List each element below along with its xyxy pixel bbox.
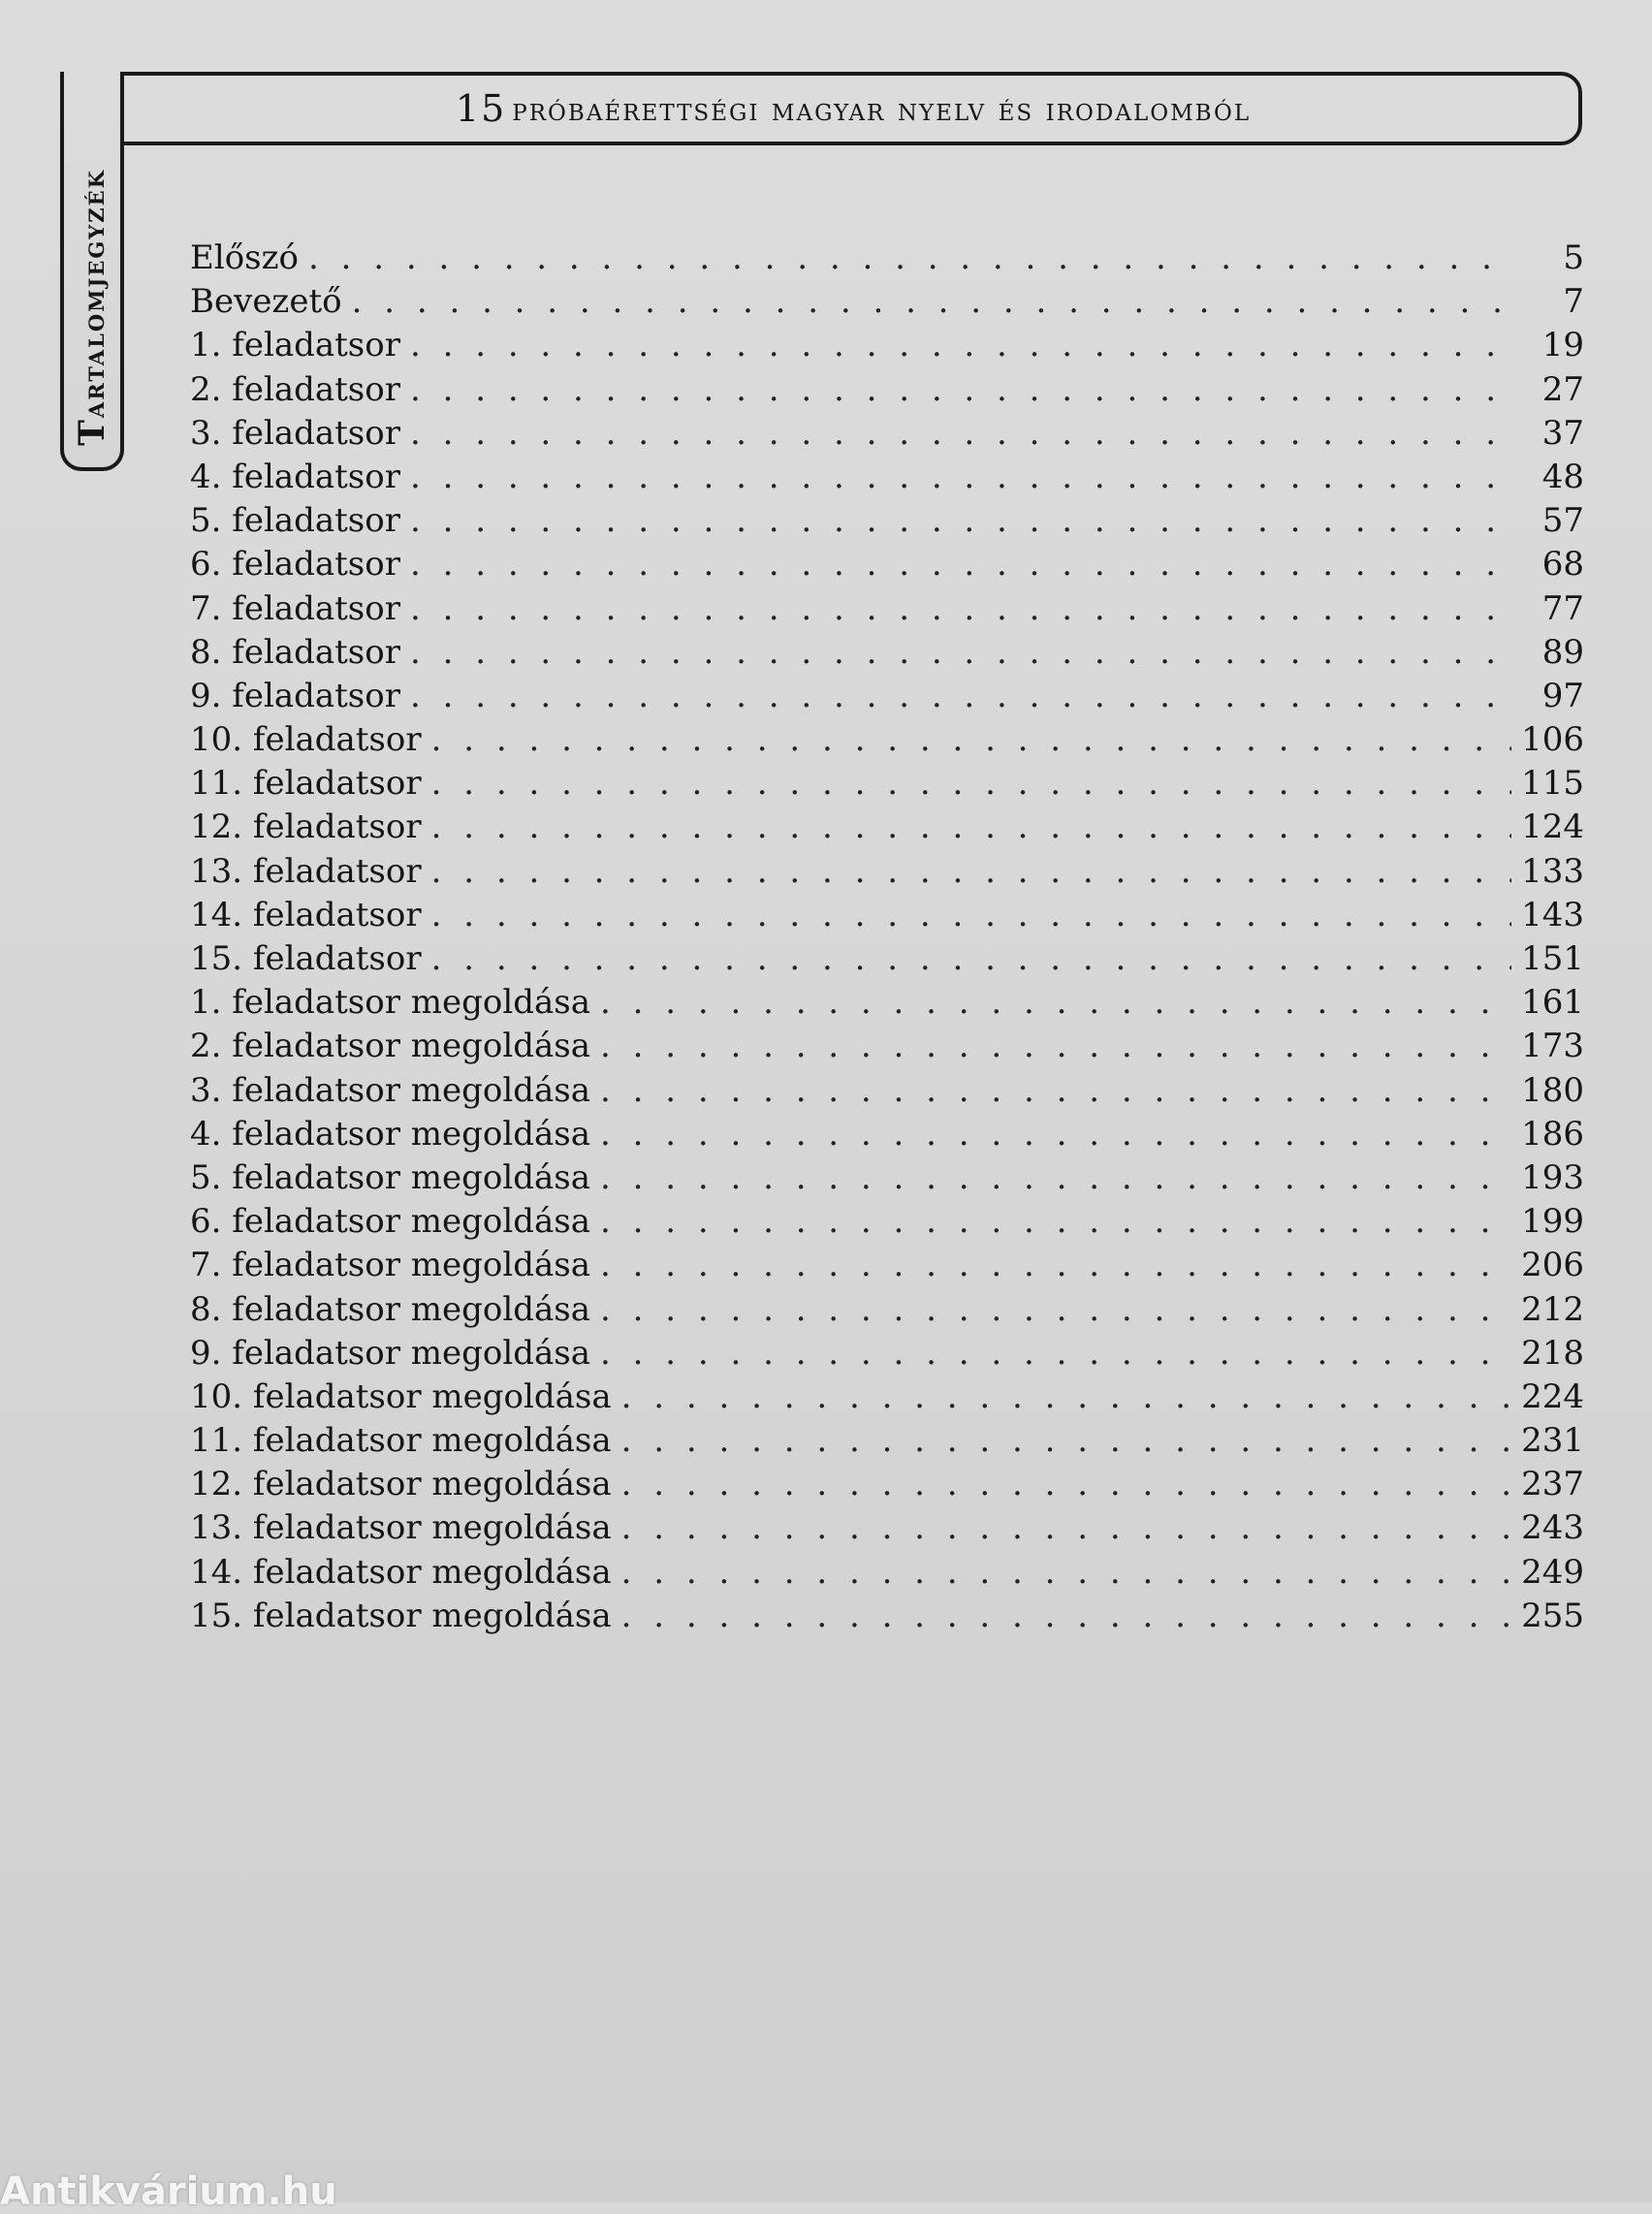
toc-entry-title: 8. feladatsor megoldása [190,1289,590,1329]
toc-entry-page: 193 [1521,1157,1584,1197]
toc-entry-page: 243 [1521,1508,1584,1548]
toc-entry-title: 5. feladatsor megoldása [190,1157,590,1197]
toc-entry [190,981,1584,1025]
toc-entry-title: 14. feladatsor [190,895,422,934]
toc-leader-dots [600,1288,1511,1332]
toc-entry [190,280,1584,324]
toc-entry [190,1156,1584,1200]
toc-leader-dots [621,1376,1511,1419]
toc-entry-title: 13. feladatsor [190,851,422,891]
toc-entry [190,1200,1584,1244]
toc-entry-title: 6. feladatsor [190,545,400,585]
toc-entry-page: 212 [1521,1289,1584,1329]
toc-entry-page: 133 [1521,851,1584,891]
toc-leader-dots [431,806,1511,849]
toc-entry-page: 89 [1541,632,1584,672]
toc-entry [190,324,1584,367]
toc-entry [190,1332,1584,1376]
toc-leader-dots [600,1244,1511,1287]
toc-entry [190,1419,1584,1463]
toc-entry [190,850,1584,894]
toc-entry [190,675,1584,718]
toc-leader-dots [600,1025,1511,1068]
toc-entry-title: 13. feladatsor megoldása [190,1508,612,1548]
toc-entry-page: 97 [1541,676,1584,715]
toc-leader-dots [431,937,1511,981]
toc-entry [190,937,1584,981]
toc-entry [190,587,1584,631]
book-title [124,81,1582,136]
toc-entry-page: 151 [1521,939,1584,978]
toc-entry [190,1376,1584,1419]
toc-entry-title: 2. feladatsor megoldása [190,1027,590,1066]
toc-entry [190,368,1584,412]
toc-entry-page: 19 [1541,326,1584,365]
toc-entry-page: 37 [1541,413,1584,453]
toc-entry-page: 68 [1541,545,1584,585]
toc-entry-title: 7. feladatsor megoldása [190,1246,590,1285]
toc-entry [190,1113,1584,1156]
toc-leader-dots [410,412,1512,456]
toc-leader-dots [308,237,1512,280]
toc-entry [190,1069,1584,1113]
toc-leader-dots [600,981,1511,1025]
toc-entry-title: 2. feladatsor [190,369,400,409]
toc-entry [190,806,1584,849]
toc-entry-page: 186 [1521,1114,1584,1154]
toc-entry-title: Bevezető [190,282,342,322]
toc-leader-dots [410,631,1512,675]
toc-entry [190,412,1584,456]
toc-entry-title: 10. feladatsor [190,720,422,760]
toc-entry-page: 106 [1521,720,1584,760]
toc-leader-dots [621,1506,1511,1550]
toc-entry-title: 3. feladatsor [190,413,400,453]
book-title-text: próbaérettségi magyar nyelv és irodalomból [512,89,1252,128]
toc-leader-dots [600,1332,1511,1376]
toc-entry [190,237,1584,280]
toc-leader-dots [410,543,1512,586]
toc-leader-dots [410,675,1512,718]
table-of-contents [190,237,1584,1638]
toc-entry-page: 5 [1563,238,1584,277]
toc-entry [190,1506,1584,1550]
toc-leader-dots [431,762,1511,806]
toc-entry-title: 3. feladatsor megoldása [190,1070,590,1110]
toc-entry-title: 5. feladatsor [190,501,400,541]
toc-entry-title: 10. feladatsor megoldása [190,1376,612,1416]
toc-leader-dots [600,1200,1511,1244]
toc-leader-dots [410,456,1512,499]
toc-entry-page: 161 [1521,983,1584,1023]
toc-leader-dots [410,324,1512,367]
toc-entry-title: 15. feladatsor [190,939,422,978]
toc-entry-title: 14. feladatsor megoldása [190,1552,612,1592]
toc-leader-dots [352,280,1512,324]
toc-entry-title: 12. feladatsor megoldása [190,1465,612,1504]
toc-entry-page: 237 [1521,1465,1584,1504]
toc-entry [190,1595,1584,1638]
toc-entry-page: 27 [1541,369,1584,409]
toc-leader-dots [431,894,1511,937]
toc-leader-dots [600,1156,1511,1200]
toc-entry-page: 255 [1521,1596,1584,1635]
toc-entry-page: 249 [1521,1552,1584,1592]
toc-entry [190,762,1584,806]
toc-entry-page: 77 [1541,588,1584,628]
toc-entry-title: 1. feladatsor [190,326,400,365]
toc-entry [190,456,1584,499]
toc-entry-title: 15. feladatsor megoldása [190,1596,612,1635]
toc-leader-dots [410,587,1512,631]
section-label-text: Tartalomjegyzék [72,169,112,446]
toc-entry-title: 6. feladatsor megoldása [190,1202,590,1242]
toc-entry-page: 48 [1541,457,1584,496]
toc-entry-title: 11. feladatsor [190,764,422,804]
toc-entry-title: 12. feladatsor [190,807,422,847]
toc-leader-dots [410,368,1512,412]
toc-leader-dots [600,1069,1511,1113]
toc-leader-dots [410,499,1512,543]
toc-entry-page: 206 [1521,1246,1584,1285]
watermark: Antikvárium.hu [0,2169,337,2214]
toc-entry-page: 124 [1521,807,1584,847]
toc-entry-page: 143 [1521,895,1584,934]
toc-entry-page: 231 [1521,1421,1584,1461]
toc-entry-page: 115 [1521,764,1584,804]
toc-entry-page: 199 [1521,1202,1584,1242]
toc-entry-title: 1. feladatsor megoldása [190,983,590,1023]
toc-entry [190,631,1584,675]
toc-leader-dots [600,1113,1511,1156]
toc-entry-title: 7. feladatsor [190,588,400,628]
toc-entry [190,1463,1584,1506]
toc-leader-dots [621,1463,1511,1506]
toc-entry-page: 224 [1521,1376,1584,1416]
toc-leader-dots [621,1419,1511,1463]
toc-entry-title: Előszó [190,238,299,277]
toc-leader-dots [621,1551,1511,1595]
toc-entry-page: 180 [1521,1070,1584,1110]
toc-entry-page: 7 [1563,282,1584,322]
toc-entry-title: 4. feladatsor megoldása [190,1114,590,1154]
toc-entry [190,1244,1584,1287]
toc-entry [190,1551,1584,1595]
toc-entry [190,1025,1584,1068]
section-label [62,145,122,469]
toc-entry-title: 4. feladatsor [190,457,400,496]
toc-leader-dots [431,850,1511,894]
toc-entry-title: 8. feladatsor [190,632,400,672]
toc-leader-dots [621,1595,1511,1638]
toc-entry-page: 57 [1541,501,1584,541]
toc-entry [190,499,1584,543]
toc-entry-title: 9. feladatsor megoldása [190,1333,590,1373]
toc-entry-page: 173 [1521,1027,1584,1066]
toc-entry [190,1288,1584,1332]
toc-entry-title: 11. feladatsor megoldása [190,1421,612,1461]
toc-entry [190,543,1584,586]
toc-entry [190,718,1584,762]
toc-entry-page: 218 [1521,1333,1584,1373]
toc-leader-dots [431,718,1511,762]
toc-entry-title: 9. feladatsor [190,676,400,715]
toc-entry [190,894,1584,937]
book-title-number: 15 [455,87,507,130]
